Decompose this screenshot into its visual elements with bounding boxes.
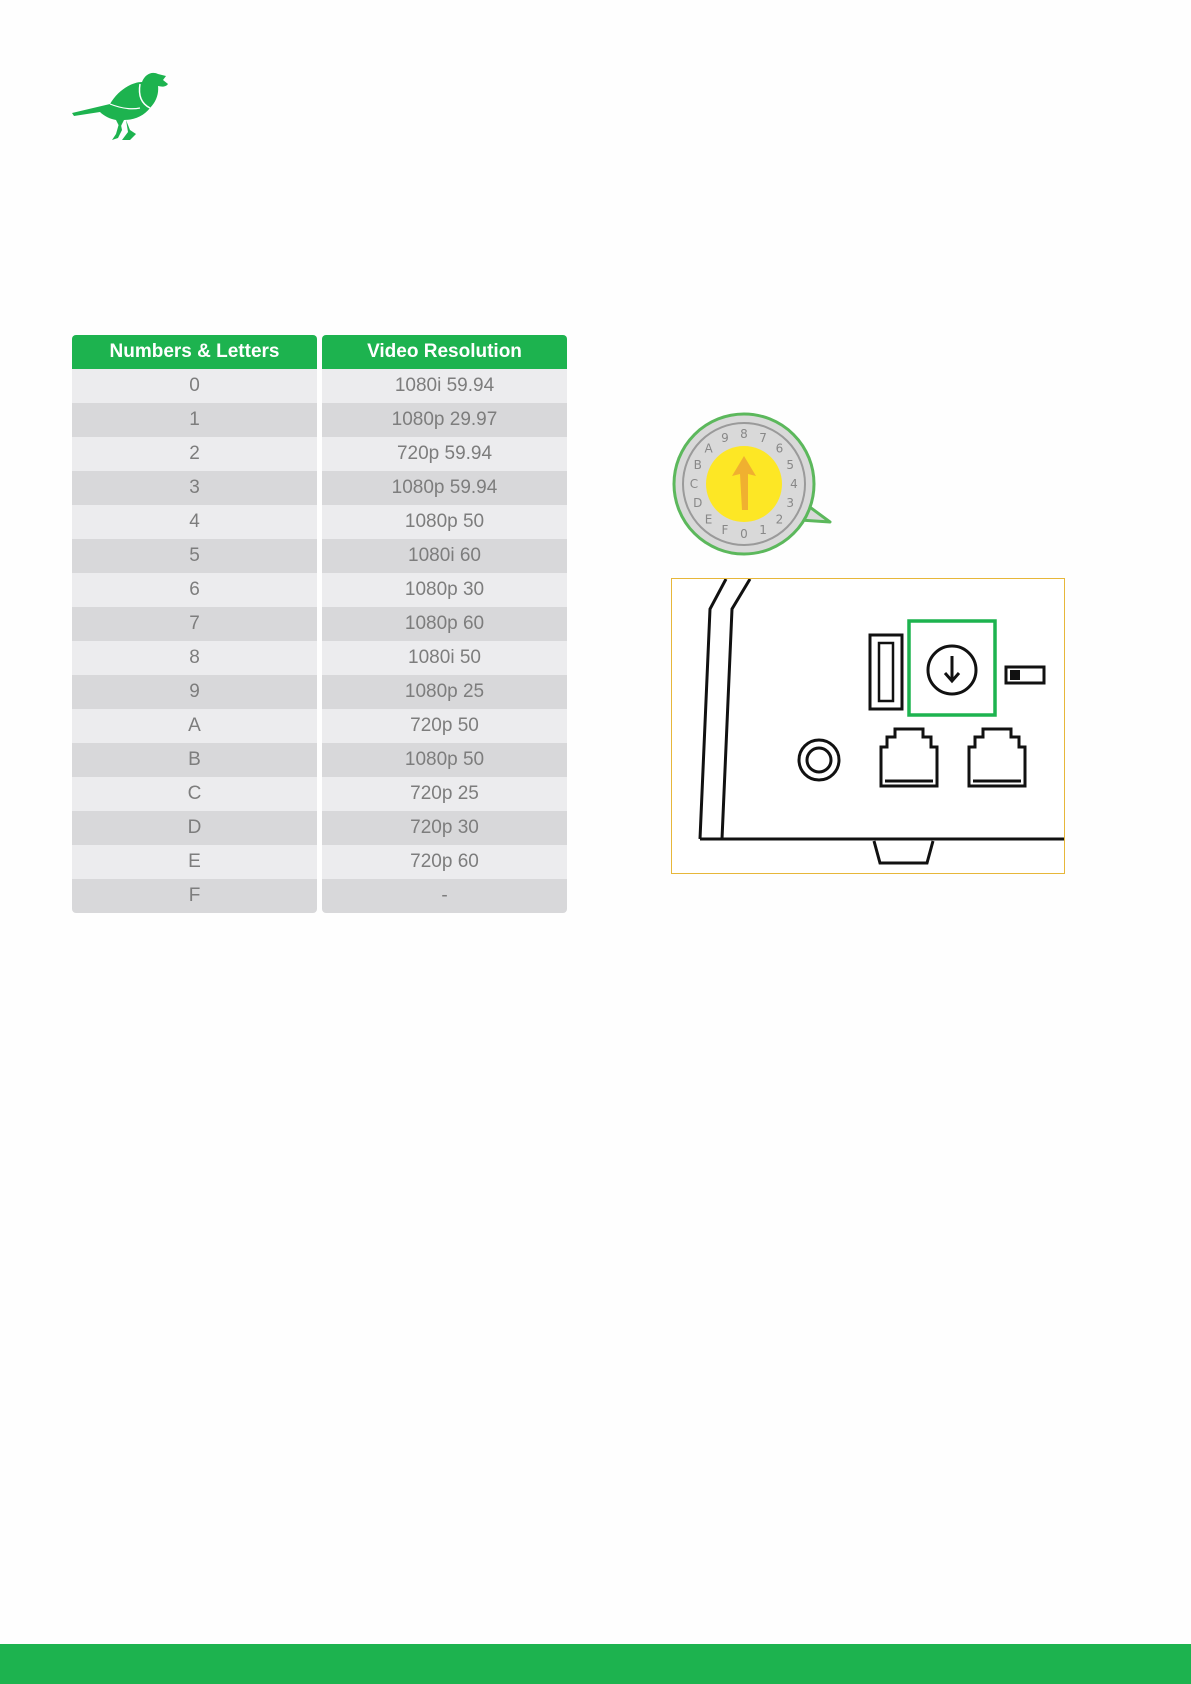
switch-position-cell: E [72, 845, 317, 879]
table-row [72, 709, 568, 743]
resolution-cell: 1080p 50 [322, 505, 567, 539]
rotary-dial-illustration [672, 410, 832, 560]
dial-label: C [689, 477, 699, 491]
switch-position-cell: 6 [72, 573, 317, 607]
table-row [72, 845, 568, 879]
table-row [72, 641, 568, 675]
switch-position-cell: A [72, 709, 317, 743]
resolution-cell: 720p 59.94 [322, 437, 567, 471]
switch-position-cell: 9 [72, 675, 317, 709]
table-row [72, 539, 568, 573]
resolution-cell: 720p 50 [322, 709, 567, 743]
table-row [72, 573, 568, 607]
resolution-cell: - [322, 879, 567, 913]
table-row [72, 403, 568, 437]
dial-label: 2 [775, 512, 784, 527]
switch-position-cell: 8 [72, 641, 317, 675]
table-row [72, 743, 568, 777]
table-row [72, 437, 568, 471]
dial-label: A [704, 441, 713, 456]
dial-label: 8 [740, 427, 748, 441]
resolution-cell: 720p 30 [322, 811, 567, 845]
resolution-cell: 1080i 60 [322, 539, 567, 573]
table-row [72, 879, 568, 913]
switch-position-cell: 3 [72, 471, 317, 505]
resolution-cell: 720p 25 [322, 777, 567, 811]
table-row [72, 369, 568, 403]
device-rear-panel-illustration [671, 578, 1065, 874]
usb-port-icon [870, 635, 902, 709]
dial-label: 1 [759, 523, 767, 538]
dial-label: 0 [740, 527, 748, 541]
dial-label: 9 [721, 430, 729, 445]
resolution-cell: 1080p 29.97 [322, 403, 567, 437]
resolution-cell: 1080p 25 [322, 675, 567, 709]
switch-position-cell: B [72, 743, 317, 777]
dial-label: 6 [775, 441, 784, 456]
switch-position-cell: 2 [72, 437, 317, 471]
resolution-table [72, 335, 568, 913]
switch-position-cell: 7 [72, 607, 317, 641]
switch-position-cell: 1 [72, 403, 317, 437]
resolution-cell: 1080p 59.94 [322, 471, 567, 505]
dial-label: F [721, 523, 729, 538]
ethernet-port-icon [881, 729, 937, 786]
rotary-switch-icon [928, 646, 976, 694]
switch-position-cell: D [72, 811, 317, 845]
resolution-cell: 1080p 60 [322, 607, 567, 641]
ethernet-port-icon [969, 729, 1025, 786]
dial-label: 7 [759, 430, 767, 445]
audio-jack-icon [799, 740, 839, 780]
dial-label: D [693, 496, 703, 511]
dial-label: 3 [786, 496, 795, 511]
table-row [72, 777, 568, 811]
table-row [72, 675, 568, 709]
resolution-cell: 720p 60 [322, 845, 567, 879]
table-row [72, 607, 568, 641]
footer-bar [0, 1644, 1191, 1684]
switch-position-cell: C [72, 777, 317, 811]
toggle-switch-icon [1006, 667, 1044, 683]
resolution-cell: 1080p 30 [322, 573, 567, 607]
switch-position-cell: F [72, 879, 317, 913]
bird-logo-icon [70, 68, 170, 148]
resolution-cell: 1080p 50 [322, 743, 567, 777]
header-numbers-letters: Numbers & Letters [72, 335, 317, 369]
table-header-row [72, 335, 568, 369]
table-row [72, 811, 568, 845]
resolution-cell: 1080i 59.94 [322, 369, 567, 403]
switch-position-cell: 0 [72, 369, 317, 403]
dial-label: 5 [786, 457, 795, 472]
table-row [72, 505, 568, 539]
header-video-resolution: Video Resolution [322, 335, 567, 369]
switch-position-cell: 4 [72, 505, 317, 539]
dial-label: B [693, 457, 702, 472]
switch-position-cell: 5 [72, 539, 317, 573]
resolution-cell: 1080i 50 [322, 641, 567, 675]
table-row [72, 471, 568, 505]
dial-label: 4 [790, 477, 798, 491]
dial-label: E [704, 512, 713, 527]
